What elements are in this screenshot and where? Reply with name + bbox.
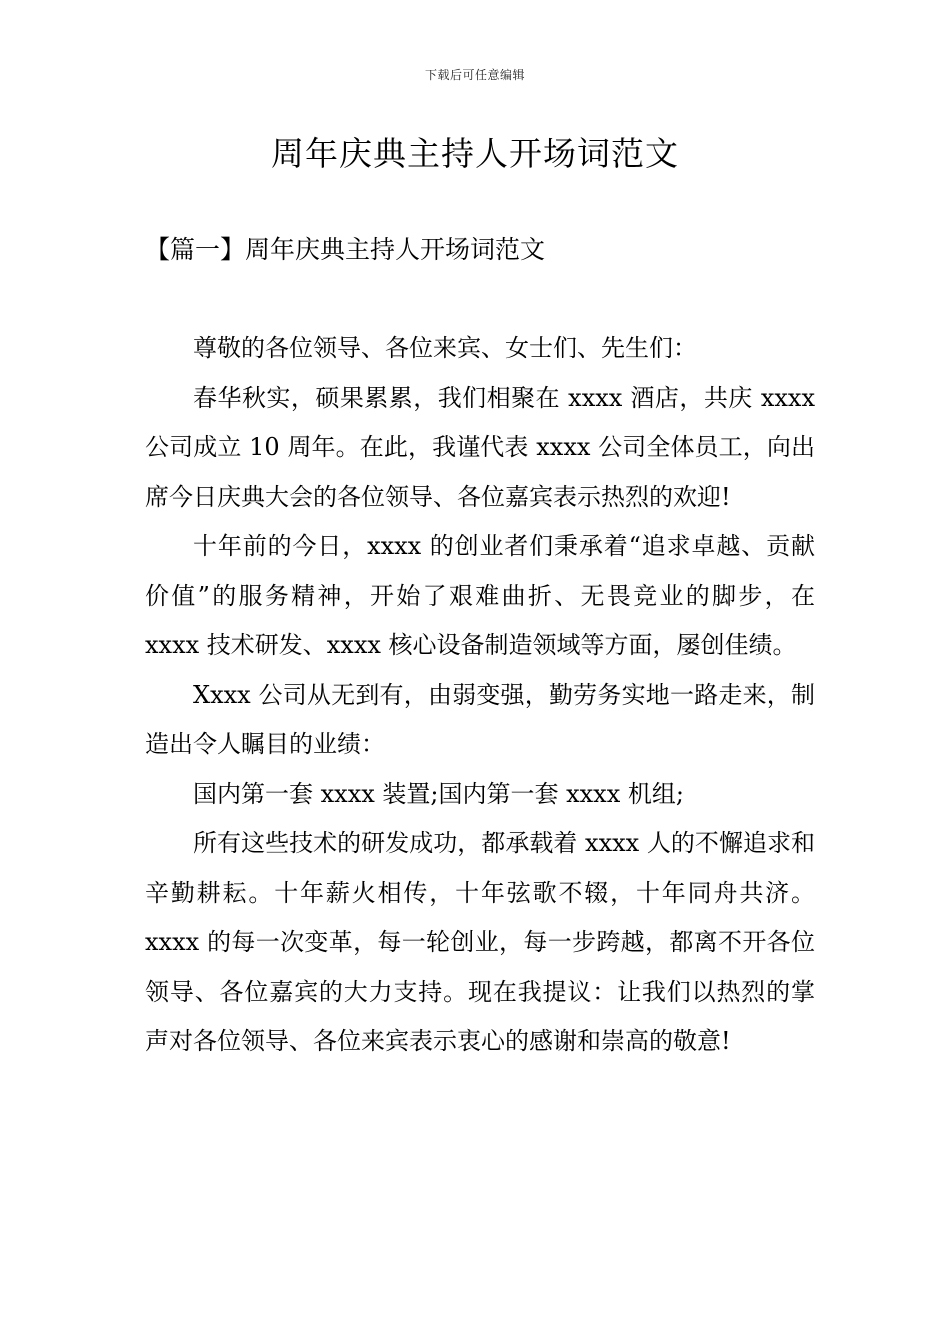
paragraph-thanks: 所有这些技术的研发成功，都承载着 xxxx 人的不懈追求和辛勤耕耘。十年薪火相传，十年弦歌不辍，十年同舟共济。xxxx 的每一次变革，每一轮创业，每一步跨越，都离不开各位领导、各位嘉宾的大力支持。现在我提议：让我们以热烈的掌声对各位领导、各位来宾表示衷心的感谢和崇高的敬意! xyxy=(145,829,815,1055)
paragraph-history: 十年前的今日，xxxx 的创业者们秉承着“追求卓越、贡献价值”的服务精神，开始了艰难曲折、无畏竞业的脚步，在 xxxx 技术研发、xxxx 核心设备制造领域等方面，屡创佳绩。 xyxy=(145,532,815,659)
paragraph-welcome: 春华秋实，硕果累累，我们相聚在 xxxx 酒店，共庆 xxxx 公司成立 10 周年。在此，我谨代表 xxxx 公司全体员工，向出席今日庆典大会的各位领导、各位嘉宾表示热烈的欢迎! xyxy=(145,383,815,511)
header-note: 下载后可任意编辑 xyxy=(424,68,525,82)
document-body xyxy=(145,324,815,1067)
document-title: 周年庆典主持人开场词范文 xyxy=(271,134,679,173)
paragraph-growth: Xxxx 公司从无到有，由弱变强，勤劳务实地一路走来，制造出令人瞩目的业绩： xyxy=(145,680,815,758)
paragraph-achievements: 国内第一套 xxxx 装置;国内第一套 xxxx 机组; xyxy=(193,779,684,808)
paragraph-salutation: 尊敬的各位领导、各位来宾、女士们、先生们： xyxy=(193,334,697,362)
section-heading: 【篇一】周年庆典主持人开场词范文 xyxy=(145,235,546,264)
